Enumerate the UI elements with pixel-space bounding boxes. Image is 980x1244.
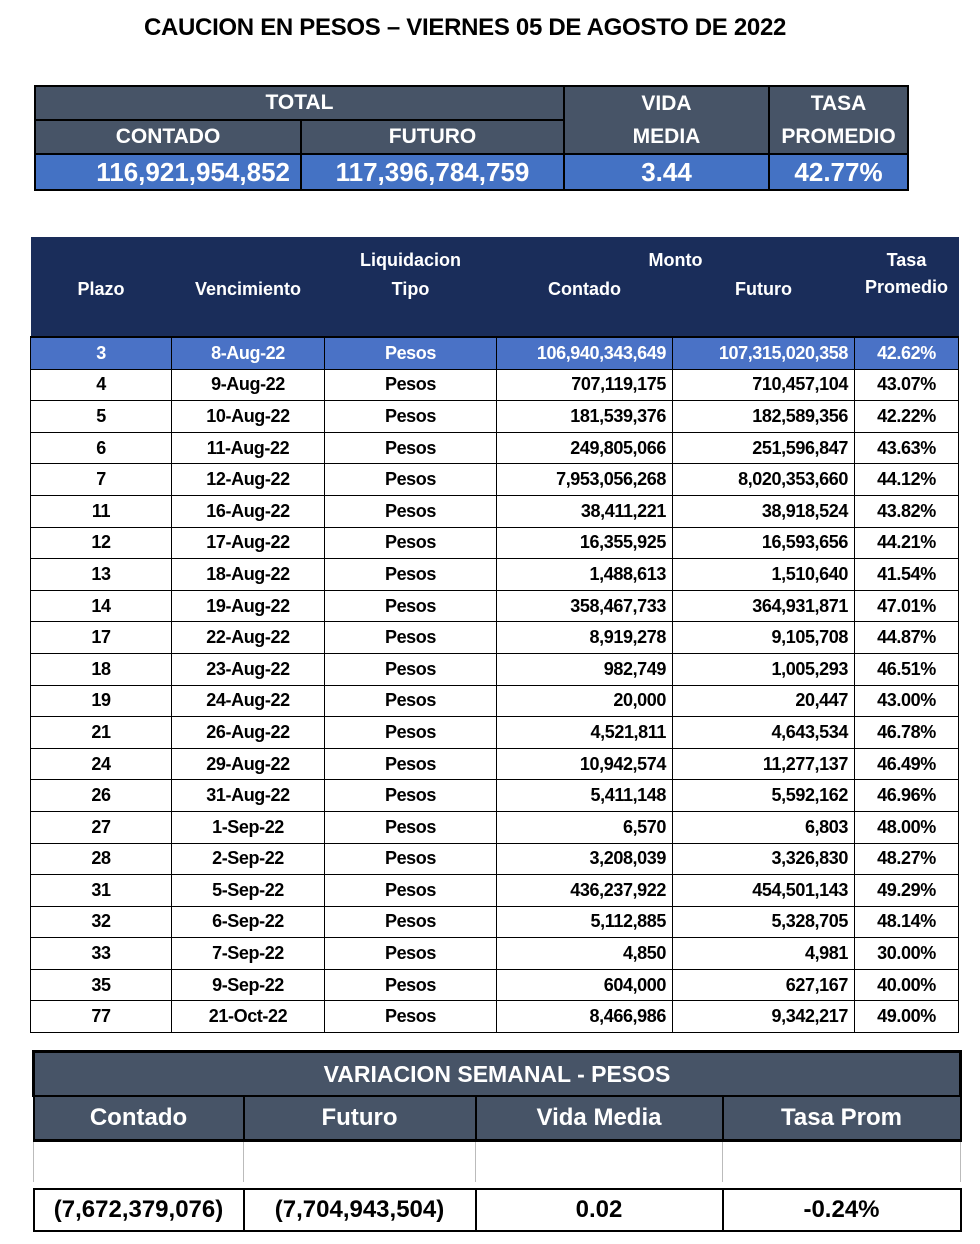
cell-futuro: 38,918,524 <box>673 495 855 527</box>
cell-tipo: Pesos <box>325 495 497 527</box>
table-row <box>31 337 959 369</box>
cell-tipo: Pesos <box>325 685 497 717</box>
cell-vencimiento: 19-Aug-22 <box>172 590 325 622</box>
cell-tipo: Pesos <box>325 464 497 496</box>
cell-vencimiento: 18-Aug-22 <box>172 559 325 591</box>
cell-tasa: 49.29% <box>855 875 959 907</box>
summary-table <box>34 85 909 191</box>
cell-tasa: 43.07% <box>855 369 959 401</box>
cell-vencimiento: 23-Aug-22 <box>172 653 325 685</box>
cell-contado: 982,749 <box>497 653 673 685</box>
cell-plazo: 17 <box>31 622 172 654</box>
weekly-contado-value: (7,672,379,076) <box>34 1189 244 1231</box>
cell-vencimiento: 29-Aug-22 <box>172 748 325 780</box>
cell-plazo: 33 <box>31 938 172 970</box>
cell-tipo: Pesos <box>325 337 497 369</box>
tasa-header-line1: TASA <box>769 86 908 120</box>
cell-plazo: 32 <box>31 906 172 938</box>
cell-tasa: 48.00% <box>855 811 959 843</box>
table-row <box>31 653 959 685</box>
cell-tipo: Pesos <box>325 906 497 938</box>
cell-tasa: 44.12% <box>855 464 959 496</box>
cell-futuro: 251,596,847 <box>673 432 855 464</box>
cell-tipo: Pesos <box>325 622 497 654</box>
cell-futuro: 8,020,353,660 <box>673 464 855 496</box>
table-row <box>31 369 959 401</box>
cell-plazo: 31 <box>31 875 172 907</box>
cell-tasa: 44.87% <box>855 622 959 654</box>
cell-tasa: 44.21% <box>855 527 959 559</box>
table-row <box>31 938 959 970</box>
cell-contado: 10,942,574 <box>497 748 673 780</box>
weekly-vida-value: 0.02 <box>476 1189 723 1231</box>
cell-tipo: Pesos <box>325 559 497 591</box>
cell-plazo: 26 <box>31 780 172 812</box>
header-contado: Contado <box>497 273 673 337</box>
cell-tipo: Pesos <box>325 811 497 843</box>
header-futuro: Futuro <box>673 273 855 337</box>
weekly-tasa-header: Tasa Prom <box>723 1096 961 1141</box>
table-row <box>31 906 959 938</box>
cell-vencimiento: 5-Sep-22 <box>172 875 325 907</box>
cell-plazo: 28 <box>31 843 172 875</box>
table-row <box>31 527 959 559</box>
table-row <box>31 464 959 496</box>
table-row <box>31 843 959 875</box>
vida-header-line1: VIDA <box>564 86 769 120</box>
futuro-total-value: 117,396,784,759 <box>301 154 564 190</box>
table-row <box>31 811 959 843</box>
table-row <box>31 495 959 527</box>
cell-vencimiento: 12-Aug-22 <box>172 464 325 496</box>
header-monto: Monto <box>497 237 855 273</box>
header-tipo: Tipo <box>325 273 497 337</box>
header-plazo: Plazo <box>31 273 172 337</box>
cell-tasa: 42.22% <box>855 401 959 433</box>
cell-vencimiento: 26-Aug-22 <box>172 717 325 749</box>
cell-vencimiento: 1-Sep-22 <box>172 811 325 843</box>
cell-tipo: Pesos <box>325 748 497 780</box>
table-row <box>31 590 959 622</box>
cell-contado: 5,112,885 <box>497 906 673 938</box>
cell-tasa: 40.00% <box>855 969 959 1001</box>
cell-vencimiento: 2-Sep-22 <box>172 843 325 875</box>
cell-futuro: 710,457,104 <box>673 369 855 401</box>
cell-futuro: 9,342,217 <box>673 1001 855 1033</box>
cell-tipo: Pesos <box>325 938 497 970</box>
cell-tipo: Pesos <box>325 527 497 559</box>
cell-futuro: 16,593,656 <box>673 527 855 559</box>
cell-futuro: 5,328,705 <box>673 906 855 938</box>
cell-tasa: 48.27% <box>855 843 959 875</box>
cell-vencimiento: 17-Aug-22 <box>172 527 325 559</box>
cell-vencimiento: 9-Sep-22 <box>172 969 325 1001</box>
cell-contado: 436,237,922 <box>497 875 673 907</box>
cell-tipo: Pesos <box>325 780 497 812</box>
cell-vencimiento: 9-Aug-22 <box>172 369 325 401</box>
cell-vencimiento: 7-Sep-22 <box>172 938 325 970</box>
cell-tasa: 46.51% <box>855 653 959 685</box>
table-row <box>31 717 959 749</box>
weekly-variation-table <box>32 1050 962 1232</box>
page-title: CAUCION EN PESOS – VIERNES 05 DE AGOSTO DE 2022 <box>143 14 787 41</box>
weekly-contado-header: Contado <box>34 1096 244 1141</box>
cell-contado: 20,000 <box>497 685 673 717</box>
cell-contado: 249,805,066 <box>497 432 673 464</box>
cell-plazo: 24 <box>31 748 172 780</box>
weekly-vida-header: Vida Media <box>476 1096 723 1141</box>
table-row <box>31 1001 959 1033</box>
cell-contado: 1,488,613 <box>497 559 673 591</box>
cell-futuro: 4,981 <box>673 938 855 970</box>
header-liquidacion: Liquidacion <box>325 237 497 273</box>
cell-tasa: 46.78% <box>855 717 959 749</box>
cell-tasa: 41.54% <box>855 559 959 591</box>
cell-tasa: 49.00% <box>855 1001 959 1033</box>
cell-tasa: 43.82% <box>855 495 959 527</box>
cell-contado: 4,850 <box>497 938 673 970</box>
cell-contado: 181,539,376 <box>497 401 673 433</box>
spacer-cell <box>476 1141 723 1183</box>
cell-futuro: 6,803 <box>673 811 855 843</box>
spacer-cell <box>244 1141 476 1183</box>
table-row <box>31 875 959 907</box>
table-row <box>31 780 959 812</box>
cell-vencimiento: 6-Sep-22 <box>172 906 325 938</box>
cell-tasa: 43.63% <box>855 432 959 464</box>
cell-futuro: 9,105,708 <box>673 622 855 654</box>
cell-plazo: 6 <box>31 432 172 464</box>
cell-tasa: 48.14% <box>855 906 959 938</box>
tasa-promedio-value: 42.77% <box>769 154 908 190</box>
cell-vencimiento: 21-Oct-22 <box>172 1001 325 1033</box>
cell-plazo: 77 <box>31 1001 172 1033</box>
cell-vencimiento: 8-Aug-22 <box>172 337 325 369</box>
cell-tipo: Pesos <box>325 1001 497 1033</box>
cell-tipo: Pesos <box>325 369 497 401</box>
cell-contado: 6,570 <box>497 811 673 843</box>
header-vencimiento: Vencimiento <box>172 273 325 337</box>
cell-contado: 8,466,986 <box>497 1001 673 1033</box>
cell-plazo: 7 <box>31 464 172 496</box>
cell-plazo: 14 <box>31 590 172 622</box>
cell-futuro: 627,167 <box>673 969 855 1001</box>
table-row <box>31 432 959 464</box>
cell-plazo: 3 <box>31 337 172 369</box>
cell-tipo: Pesos <box>325 590 497 622</box>
cell-tasa: 47.01% <box>855 590 959 622</box>
header-promedio: Promedio <box>855 273 959 337</box>
cell-plazo: 12 <box>31 527 172 559</box>
cell-futuro: 364,931,871 <box>673 590 855 622</box>
caucion-table <box>30 237 959 1033</box>
cell-tipo: Pesos <box>325 875 497 907</box>
cell-contado: 604,000 <box>497 969 673 1001</box>
cell-contado: 16,355,925 <box>497 527 673 559</box>
cell-futuro: 107,315,020,358 <box>673 337 855 369</box>
vida-header-line2: MEDIA <box>564 120 769 154</box>
weekly-futuro-value: (7,704,943,504) <box>244 1189 476 1231</box>
cell-contado: 7,953,056,268 <box>497 464 673 496</box>
cell-plazo: 5 <box>31 401 172 433</box>
cell-plazo: 13 <box>31 559 172 591</box>
cell-vencimiento: 24-Aug-22 <box>172 685 325 717</box>
cell-contado: 4,521,811 <box>497 717 673 749</box>
contado-total-value: 116,921,954,852 <box>35 154 301 190</box>
header-tasa: Tasa <box>855 237 959 273</box>
table-row <box>31 748 959 780</box>
cell-contado: 3,208,039 <box>497 843 673 875</box>
cell-futuro: 4,643,534 <box>673 717 855 749</box>
spacer-cell <box>34 1141 244 1183</box>
vida-media-value: 3.44 <box>564 154 769 190</box>
header-blank-1 <box>31 237 172 273</box>
cell-plazo: 21 <box>31 717 172 749</box>
cell-tasa: 46.96% <box>855 780 959 812</box>
cell-futuro: 1,510,640 <box>673 559 855 591</box>
cell-plazo: 19 <box>31 685 172 717</box>
cell-futuro: 11,277,137 <box>673 748 855 780</box>
cell-plazo: 27 <box>31 811 172 843</box>
cell-contado: 106,940,343,649 <box>497 337 673 369</box>
cell-vencimiento: 10-Aug-22 <box>172 401 325 433</box>
tasa-header-line2: PROMEDIO <box>769 120 908 154</box>
cell-tipo: Pesos <box>325 653 497 685</box>
cell-plazo: 11 <box>31 495 172 527</box>
cell-tasa: 46.49% <box>855 748 959 780</box>
header-blank-2 <box>172 237 325 273</box>
cell-tasa: 30.00% <box>855 938 959 970</box>
cell-tipo: Pesos <box>325 401 497 433</box>
table-row <box>31 622 959 654</box>
weekly-tasa-value: -0.24% <box>723 1189 961 1231</box>
weekly-futuro-header: Futuro <box>244 1096 476 1141</box>
table-row <box>31 401 959 433</box>
cell-futuro: 3,326,830 <box>673 843 855 875</box>
cell-futuro: 20,447 <box>673 685 855 717</box>
cell-contado: 8,919,278 <box>497 622 673 654</box>
weekly-title: VARIACION SEMANAL - PESOS <box>34 1052 961 1097</box>
spacer-cell <box>723 1141 961 1183</box>
cell-tipo: Pesos <box>325 717 497 749</box>
cell-futuro: 1,005,293 <box>673 653 855 685</box>
table-row <box>31 969 959 1001</box>
cell-vencimiento: 31-Aug-22 <box>172 780 325 812</box>
cell-futuro: 5,592,162 <box>673 780 855 812</box>
cell-tipo: Pesos <box>325 843 497 875</box>
table-row <box>31 685 959 717</box>
cell-contado: 707,119,175 <box>497 369 673 401</box>
cell-tasa: 42.62% <box>855 337 959 369</box>
futuro-header: FUTURO <box>301 120 564 154</box>
cell-vencimiento: 22-Aug-22 <box>172 622 325 654</box>
cell-contado: 358,467,733 <box>497 590 673 622</box>
cell-vencimiento: 16-Aug-22 <box>172 495 325 527</box>
cell-plazo: 18 <box>31 653 172 685</box>
cell-plazo: 4 <box>31 369 172 401</box>
cell-contado: 5,411,148 <box>497 780 673 812</box>
cell-tasa: 43.00% <box>855 685 959 717</box>
cell-tipo: Pesos <box>325 432 497 464</box>
total-header: TOTAL <box>35 86 564 120</box>
table-row <box>31 559 959 591</box>
cell-futuro: 454,501,143 <box>673 875 855 907</box>
cell-contado: 38,411,221 <box>497 495 673 527</box>
contado-header: CONTADO <box>35 120 301 154</box>
cell-futuro: 182,589,356 <box>673 401 855 433</box>
cell-tipo: Pesos <box>325 969 497 1001</box>
cell-vencimiento: 11-Aug-22 <box>172 432 325 464</box>
cell-plazo: 35 <box>31 969 172 1001</box>
